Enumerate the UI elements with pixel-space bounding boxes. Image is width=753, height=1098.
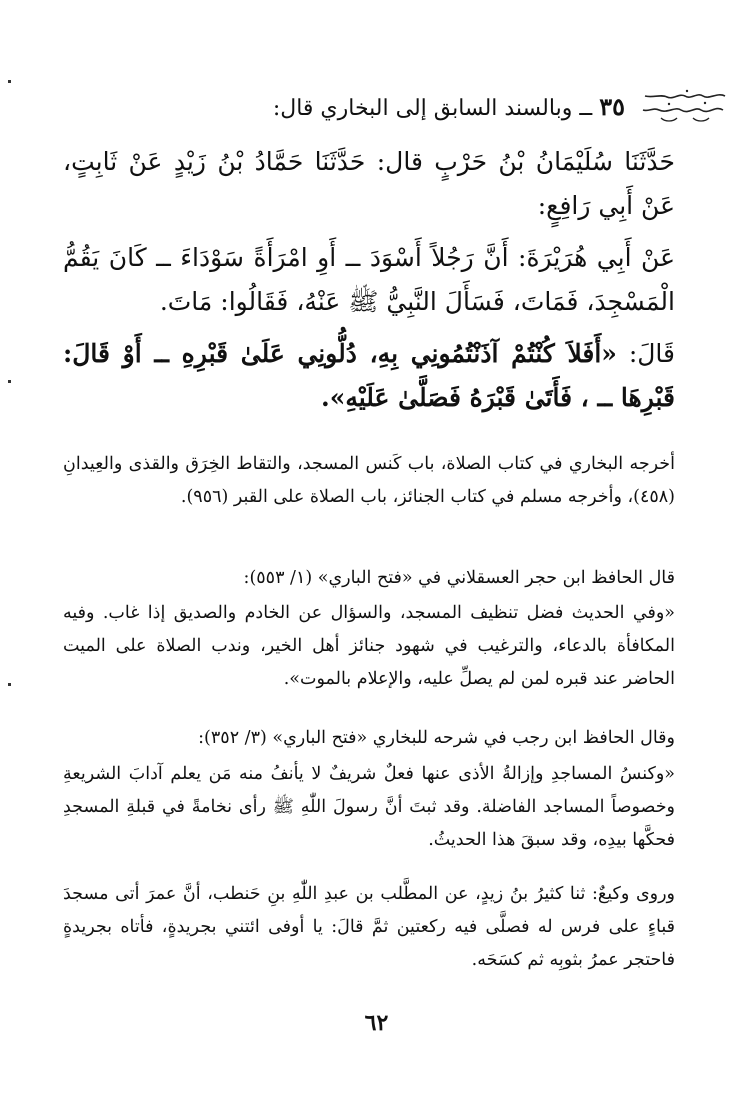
signature-scribble xyxy=(639,88,731,128)
hadith-narration: عَنْ أَبِي هُرَيْرَةَ: أَنَّ رَجُلاً أَسْوَدَ ــ أَوِ امْرَأَةً سَوْدَاءَ ــ كَانَ يَقُمُّ الْمَسْجِدَ، فَمَاتَ، فَسَأَلَ النَّبِيُّ ﷺ عَنْهُ، فَقَالُوا: مَاتَ. xyxy=(63,243,675,316)
ibn-rajab-quote: «وكنسُ المساجدِ وإزالةُ الأذى عنها فعلٌ شريفٌ لا يأنفُ منه مَن يعلم آدابَ الشريعةِ وخصوصاً المساجد الفاضلة. وقد ثبتَ أنَّ رسولَ اللّٰهِ ﷺ رأى نخامةً في قبلةِ المسجدِ فحكَّها بيدِه، وقد سبقَ هذا الحديثُ. xyxy=(63,764,675,850)
hadith-saying xyxy=(63,332,675,420)
hadith-heading xyxy=(105,90,625,126)
margin-mark xyxy=(8,80,11,83)
ibn-hajar-quote: «وفي الحديث فضل تنظيف المسجد، والسؤال عن الخادم والصديق إذا غاب. وفيه المكافأة بالدعاء، والترغيب في شهود جنائز أهل الخير، وندب الصلاة على الميت الحاضر عند قبره لمن لم يصلِّ عليه، والإعلام بالموت». xyxy=(63,603,675,689)
waki-paragraph: وروى وكيعٌ: ثنا كثيرُ بنُ زيدٍ، عن المطَّلب بن عبدِ اللّٰهِ بنِ حَنطب، أنَّ عمرَ أتى مسجدَ قباءٍ على فرس له فصلَّى فيه ركعتين ثمَّ قالَ: يا أوفى ائتني بجريدةٍ، فأتاه بجريدةٍ فاحتجر عمرُ بثوبِه ثم كسَحَه. xyxy=(63,884,675,970)
hadith-chain: حَدَّثَنَا سُلَيْمَانُ بْنُ حَرْبٍ قال: حَدَّثَنَا حَمَّادُ بْنُ زَيْدٍ عَنْ ثَابِتٍ، عَنْ أَبِي رَافِعٍ: xyxy=(63,147,675,220)
saying-text: «أَفَلاَ كُنْتُمْ آذَنْتُمُونِي بِهِ، دُلُّونِي عَلَىٰ قَبْرِهِ ــ أَوْ قَالَ: قَبْرِهَا ــ ، فَأَتَىٰ قَبْرَهُ فَصَلَّىٰ عَلَيْهِ». xyxy=(63,339,675,412)
margin-mark xyxy=(8,683,11,686)
ibn-hajar-intro: قال الحافظ ابن حجر العسقلاني في «فتح الباري» (١/ ٥٥٣): xyxy=(243,568,675,588)
ibn-rajab-intro: وقال الحافظ ابن رجب في شرحه للبخاري «فتح الباري» (٣/ ٣٥٢): xyxy=(198,728,675,748)
page-number: ٦٢ xyxy=(364,1010,389,1036)
handwritten-signature xyxy=(639,88,731,128)
hadith-number: ٣٥ xyxy=(599,92,625,121)
saying-intro: قَالَ: xyxy=(616,339,675,368)
takhrij-paragraph: أخرجه البخاري في كتاب الصلاة، باب كَنس المسجد، والتقاط الخِرَق والقذى والعِيدانِ (٤٥٨)، وأخرجه مسلم في كتاب الجنائز، باب الصلاة على القبر (٩٥٦). xyxy=(63,454,675,507)
margin-mark xyxy=(8,380,11,383)
heading-text: ــ وبالسند السابق إلى البخاري قال: xyxy=(272,96,600,121)
